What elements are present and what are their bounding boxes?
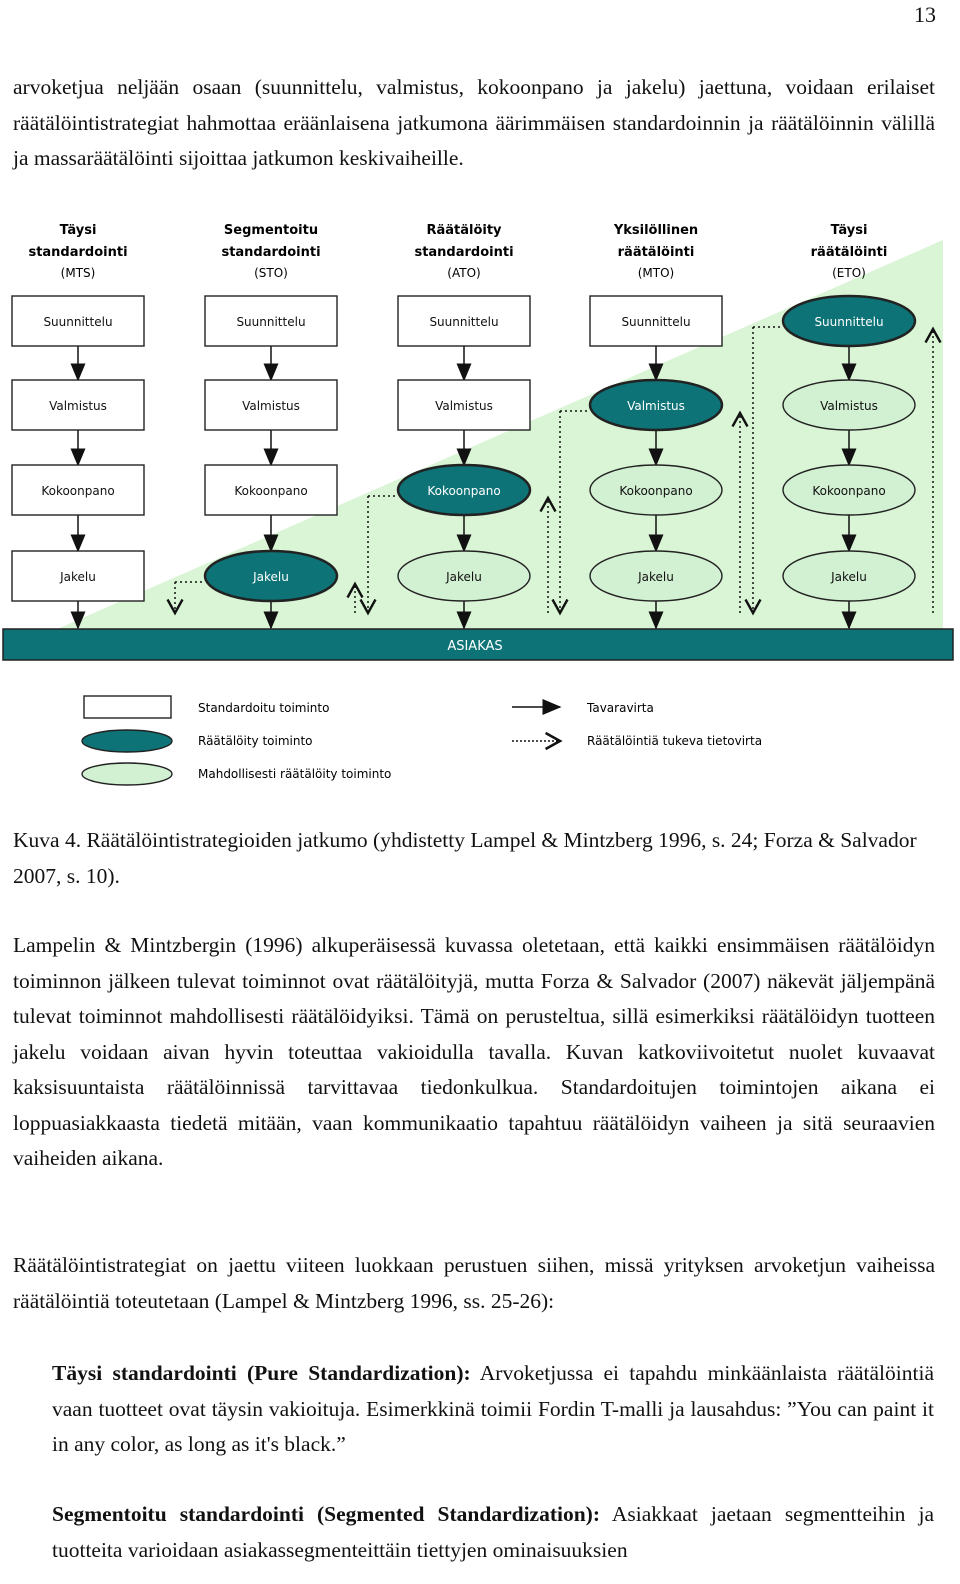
activity-label: Jakelu (831, 570, 867, 584)
legend-possible-symbol (82, 763, 172, 785)
activity-label: Valmistus (435, 399, 493, 413)
strategy-abbreviation: (MTS) (60, 266, 96, 280)
activity-label: Suunnittelu (621, 315, 691, 329)
strategy-name-line1: Yksilöllinen (613, 223, 699, 238)
activity-label: Suunnittelu (429, 315, 499, 329)
strategy-name-line2: standardointi (28, 245, 128, 260)
activity-label: Jakelu (253, 570, 289, 584)
strategy-name-line2: standardointi (221, 245, 321, 260)
activity-label: Jakelu (60, 570, 96, 584)
activity-label: Suunnittelu (43, 315, 113, 329)
customer-label: ASIAKAS (447, 639, 503, 654)
strategy-name-line1: Räätälöity (426, 223, 502, 238)
strategy-name-line1: Täysi (59, 223, 97, 238)
list-item-segmented-standardization (52, 1497, 934, 1568)
activity-label: Kokoonpano (812, 484, 886, 498)
legend-info-flow-label: Räätälöintiä tukeva tietovirta (587, 734, 763, 748)
legend-possible-label: Mahdollisesti räätälöity toiminto (198, 767, 392, 781)
item-term: Täysi standardointi (Pure Standardization): (52, 1361, 471, 1385)
paragraph-2: Lampelin & Mintzbergin (1996) alkuperäisessä kuvassa oletetaan, että kaikki ensimmäisen räätälöidyn toiminnon jälkeen tulevat toiminnot ovat räätälöityjä, mutta Forza & Salvador (2007) näkevät jäljempänä tulevat toiminnot mahdollisesti räätälöidyiksi. Tämä on perusteltua, sillä esimerkiksi räätälöidyn tuotteen jakelu voidaan aivan hyvin toteuttaa vakioidulla tavalla. Kuvan katkoviivoitetut nuolet kuvaavat kaksisuuntaista räätälöinnissä tarvittavaa tiedonkulkua. Standardoitujen toimintojen aikana ei loppuasiakkaasta tiedetä mitään, vaan kommunikaatio tapahtuu räätälöidyn vaiheen ja sitä seuraavien vaiheiden aikana. (13, 933, 935, 1170)
activity-label: Jakelu (638, 570, 674, 584)
legend-customized-symbol (82, 730, 172, 752)
item-text: Asiakkaat jaetaan segmentteihin ja tuotteita varioidaan asiakassegmenteittäin tiettyjen ominaisuuksien (52, 1502, 934, 1562)
item-term: Segmentoitu standardointi (Segmented Standardization): (52, 1502, 601, 1526)
activity-label: Valmistus (820, 399, 878, 413)
activity-label: Jakelu (446, 570, 482, 584)
strategy-name-line2: standardointi (414, 245, 514, 260)
legend-goods-flow-label: Tavaravirta (587, 701, 654, 715)
legend-customized-label: Räätälöity toiminto (198, 734, 313, 748)
activity-label: Valmistus (242, 399, 300, 413)
strategy-name-line2: räätälöinti (617, 245, 695, 260)
figure-caption: Kuva 4. Räätälöintistrategioiden jatkumo (yhdistetty Lampel & Mintzberg 1996, s. 24; Forza & Salvador 2007, s. 10). (13, 828, 917, 888)
activity-label: Suunnittelu (236, 315, 306, 329)
strategy-abbreviation: (MTO) (637, 266, 675, 280)
strategy-name-line1: Täysi (830, 223, 868, 238)
intro-paragraph: arvoketjua neljään osaan (suunnittelu, valmistus, kokoonpano ja jakelu) jaettuna, voidaan erilaiset räätälöintistrategiat hahmottaa eräänlaisena jatkumona äärimmäisen standardoinnin ja räätälöinnin välillä ja massaräätälöinti sijoittaa jatkumon keskivaiheille. (13, 75, 935, 170)
legend-standard-symbol (84, 696, 171, 718)
activity-label: Valmistus (627, 399, 685, 413)
activity-label: Kokoonpano (427, 484, 501, 498)
list-item-pure-standardization (52, 1356, 934, 1463)
activity-label: Kokoonpano (41, 484, 115, 498)
strategy-name-line1: Segmentoitu (223, 223, 319, 238)
item-text: Arvoketjussa ei tapahdu minkäänlaista räätälöintiä vaan tuotteet ovat täysin vakioituja. Esimerkkinä toimii Fordin T-malli ja lausahdus: ”You can paint it in any color, as long as it's black.” (52, 1361, 934, 1456)
activity-label: Suunnittelu (814, 315, 884, 329)
page-number: 13 (914, 2, 936, 27)
strategy-abbreviation: (ATO) (447, 266, 481, 280)
paragraph-3: Räätälöintistrategiat on jaettu viiteen luokkaan perustuen siihen, missä yrityksen arvoketjun vaiheissa räätälöintiä toteutetaan (Lampel & Mintzberg 1996, ss. 25-26): (13, 1253, 935, 1313)
activity-label: Kokoonpano (234, 484, 308, 498)
strategy-abbreviation: (STO) (254, 266, 288, 280)
legend-standard-label: Standardoitu toiminto (198, 701, 330, 715)
strategy-abbreviation: (ETO) (832, 266, 866, 280)
customization-continuum-figure (0, 205, 960, 805)
activity-label: Valmistus (49, 399, 107, 413)
strategy-name-line2: räätälöinti (810, 245, 888, 260)
activity-label: Kokoonpano (619, 484, 693, 498)
